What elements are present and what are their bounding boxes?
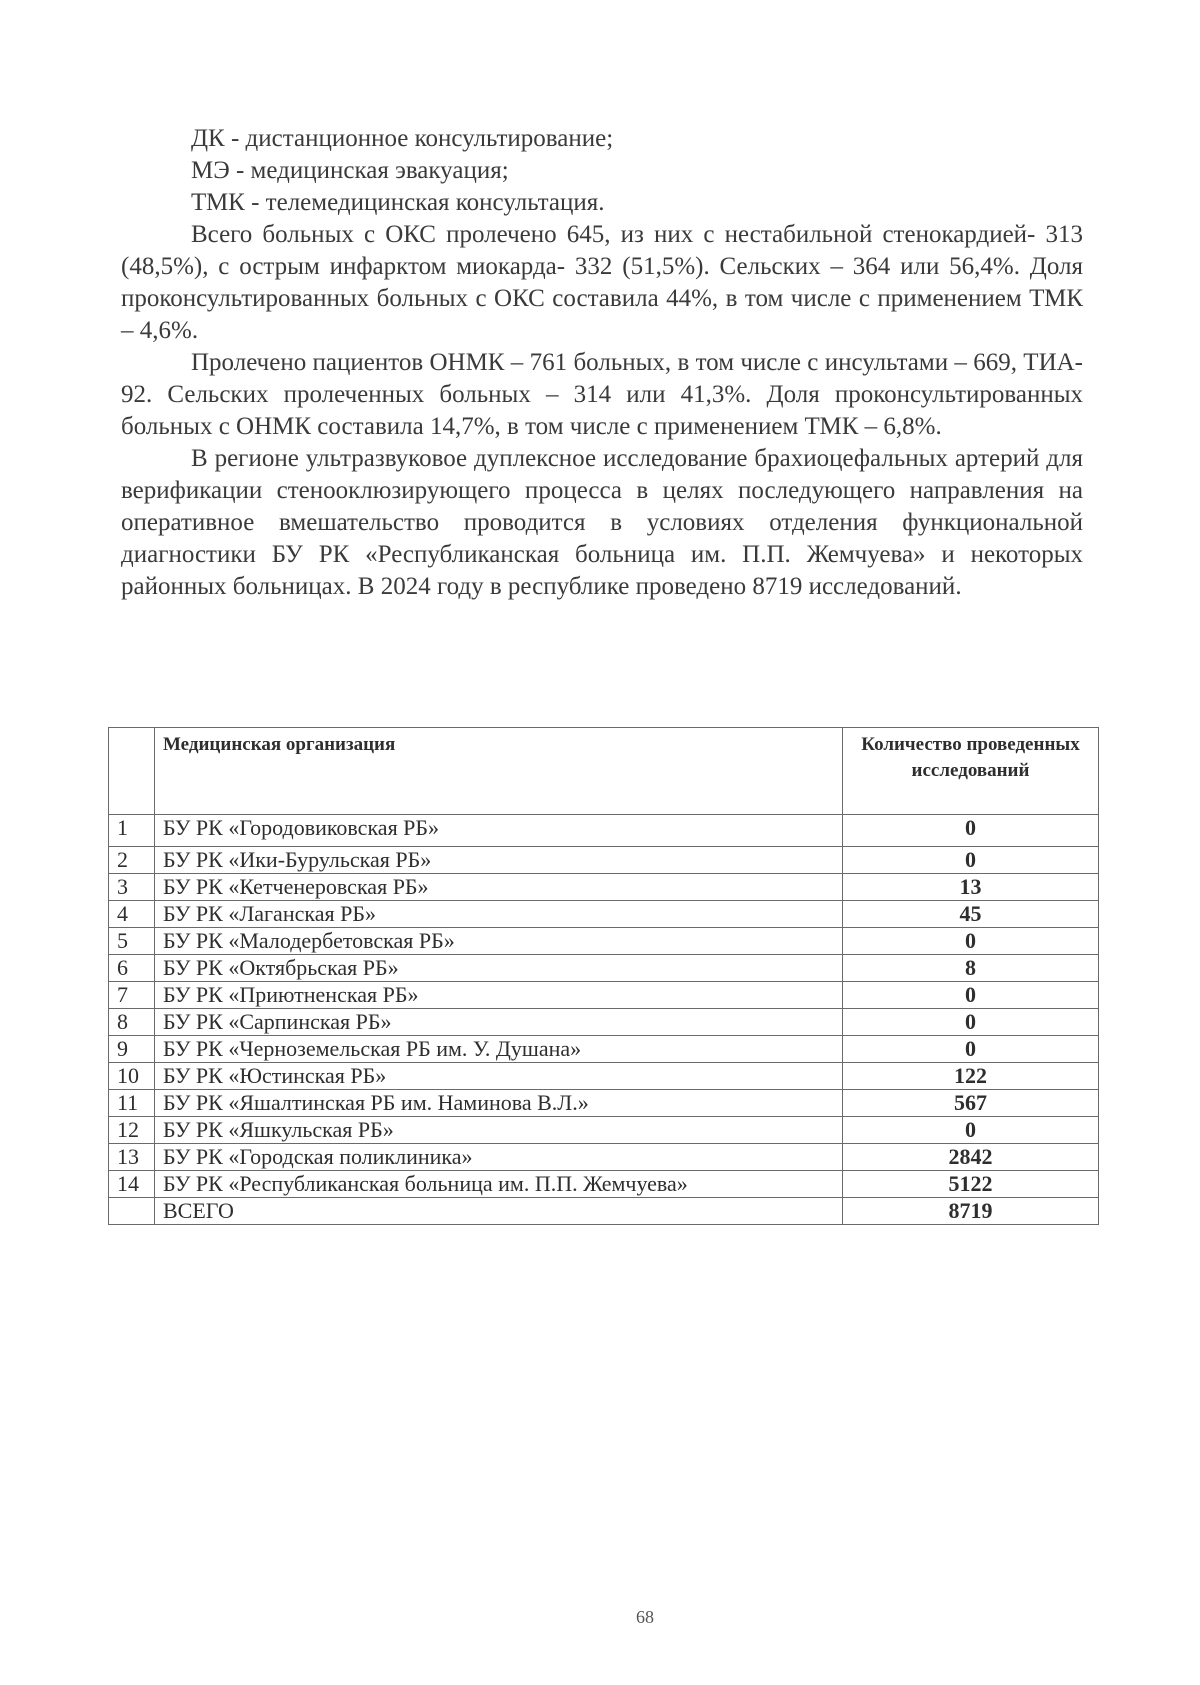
research-table-container: [108, 727, 1098, 1225]
row-org: БУ РК «Юстинская РБ»: [155, 1063, 843, 1090]
row-org: БУ РК «Республиканская больница им. П.П. Жемчуева»: [155, 1171, 843, 1198]
row-org: БУ РК «Городовиковская РБ»: [155, 815, 843, 847]
table-row: [109, 1090, 1099, 1117]
paragraph-ultrasound: В регионе ультразвуковое дуплексное исследование брахиоцефальных артерий для верификации стенооклюзирующего процесса в целях последующего направления на оперативное вмешательство проводится в условиях отделения функциональной диагностики БУ РК «Республиканская больница им. П.П. Жемчуева» и некоторых районных больницах. В 2024 году в республике проведено 8719 исследований.: [121, 445, 1083, 600]
table-row: [109, 1117, 1099, 1144]
row-count: 5122: [843, 1171, 1099, 1198]
row-num: 1: [109, 815, 155, 847]
abbreviation-tmk: ТМК - телемедицинская консультация.: [191, 189, 605, 216]
row-count: 0: [843, 847, 1099, 874]
total-num: [109, 1198, 155, 1225]
table-row: [109, 928, 1099, 955]
row-count: 45: [843, 901, 1099, 928]
header-count: Количество проведенных исследований: [843, 728, 1099, 815]
paragraph-onmk: Пролечено пациентов ОНМК – 761 больных, в том числе с инсультами – 669, ТИА- 92. Сельских пролеченных больных – 314 или 41,3%. Доля проконсультированных больных с ОНМК составила 14,7%, в том числе с применением ТМК – 6,8%.: [121, 349, 1083, 440]
row-org: БУ РК «Сарпинская РБ»: [155, 1009, 843, 1036]
row-num: 11: [109, 1090, 155, 1117]
row-num: 5: [109, 928, 155, 955]
row-count: 2842: [843, 1144, 1099, 1171]
row-org: БУ РК «Приютненская РБ»: [155, 982, 843, 1009]
row-count: 13: [843, 874, 1099, 901]
row-org: БУ РК «Октябрьская РБ»: [155, 955, 843, 982]
row-count: 0: [843, 928, 1099, 955]
row-count: 567: [843, 1090, 1099, 1117]
table-row: [109, 1063, 1099, 1090]
table-row: [109, 901, 1099, 928]
table-row: [109, 1009, 1099, 1036]
table-row: [109, 982, 1099, 1009]
row-num: 14: [109, 1171, 155, 1198]
table-row: [109, 847, 1099, 874]
row-count: 0: [843, 815, 1099, 847]
table-row: [109, 1036, 1099, 1063]
row-count: 0: [843, 982, 1099, 1009]
row-org: БУ РК «Черноземельская РБ им. У. Душана»: [155, 1036, 843, 1063]
row-num: 12: [109, 1117, 155, 1144]
abbreviation-dk: ДК - дистанционное консультирование;: [191, 125, 614, 152]
total-label: ВСЕГО: [155, 1198, 843, 1225]
row-org: БУ РК «Яшалтинская РБ им. Наминова В.Л.»: [155, 1090, 843, 1117]
row-count: 0: [843, 1036, 1099, 1063]
table-row: [109, 955, 1099, 982]
abbreviation-me: МЭ - медицинская эвакуация;: [191, 157, 509, 184]
table-row: [109, 1171, 1099, 1198]
row-num: 10: [109, 1063, 155, 1090]
row-org: БУ РК «Малодербетовская РБ»: [155, 928, 843, 955]
table-header-row: [109, 728, 1099, 815]
row-num: 7: [109, 982, 155, 1009]
document-body: [121, 123, 1083, 603]
page-number: 68: [636, 1607, 654, 1627]
row-num: 8: [109, 1009, 155, 1036]
row-org: БУ РК «Яшкульская РБ»: [155, 1117, 843, 1144]
table-row: [109, 815, 1099, 847]
row-count: 8: [843, 955, 1099, 982]
row-org: БУ РК «Городская поликлиника»: [155, 1144, 843, 1171]
row-count: 122: [843, 1063, 1099, 1090]
row-num: 4: [109, 901, 155, 928]
row-num: 9: [109, 1036, 155, 1063]
header-org: Медицинская организация: [155, 728, 843, 815]
row-num: 13: [109, 1144, 155, 1171]
table-row: [109, 1144, 1099, 1171]
row-org: БУ РК «Кетченеровская РБ»: [155, 874, 843, 901]
row-num: 6: [109, 955, 155, 982]
research-table: [108, 727, 1099, 1225]
row-count: 0: [843, 1009, 1099, 1036]
table-row: [109, 874, 1099, 901]
row-num: 3: [109, 874, 155, 901]
paragraph-oks: Всего больных с ОКС пролечено 645, из них с нестабильной стенокардией- 313 (48,5%), с острым инфарктом миокарда- 332 (51,5%). Сельских – 364 или 56,4%. Доля проконсультированных больных с ОКС составила 44%, в том числе с применением ТМК – 4,6%.: [121, 221, 1083, 344]
row-num: 2: [109, 847, 155, 874]
total-count: 8719: [843, 1198, 1099, 1225]
table-total-row: [109, 1198, 1099, 1225]
row-org: БУ РК «Лаганская РБ»: [155, 901, 843, 928]
header-num: [109, 728, 155, 815]
row-count: 0: [843, 1117, 1099, 1144]
row-org: БУ РК «Ики-Бурульская РБ»: [155, 847, 843, 874]
